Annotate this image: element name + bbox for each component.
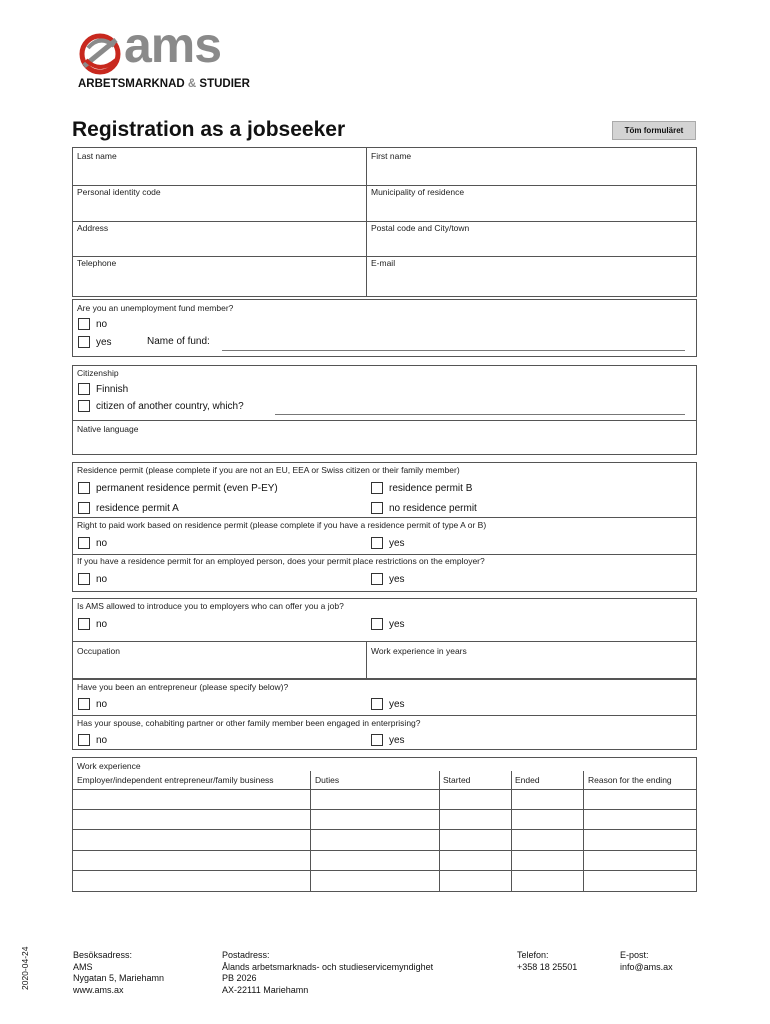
permit-b-option[interactable]: residence permit B <box>371 482 472 494</box>
introduce-question: Is AMS allowed to introduce you to employers who can offer you a job? <box>77 601 344 611</box>
rtw-no-checkbox[interactable] <box>78 537 90 549</box>
email-field[interactable]: E-mail <box>371 258 396 268</box>
postal-address: Postadress: Ålands arbetsmarknads- och studieservicemyndighet PB 2026 AX-22111 Mariehamn <box>222 950 434 995</box>
residence-label: Residence permit (please complete if you are not an EU, EEA or Swiss citizen or their family member) <box>77 465 460 475</box>
column-started: Started <box>443 775 471 785</box>
fund-name-label: Name of fund: <box>147 336 210 347</box>
citizenship-label: Citizenship <box>77 368 119 378</box>
rtw-no-option[interactable]: no <box>78 537 107 549</box>
column-reason: Reason for the ending <box>588 775 672 785</box>
address-field[interactable]: Address <box>77 223 109 233</box>
entrepreneur-no-checkbox[interactable] <box>78 698 90 710</box>
no-permit-option[interactable]: no residence permit <box>371 502 477 514</box>
form-date: 2020-04-24 <box>20 946 30 990</box>
spouse-yes-checkbox[interactable] <box>371 734 383 746</box>
email-info: E-post: info@ams.ax <box>620 950 673 972</box>
entrepreneur-yes-option[interactable]: yes <box>371 698 405 710</box>
identity-code-field[interactable]: Personal identity code <box>77 187 161 197</box>
fund-no-checkbox[interactable] <box>78 318 90 330</box>
personal-info-section <box>72 147 697 297</box>
other-country-input[interactable] <box>275 414 685 415</box>
permit-a-checkbox[interactable] <box>78 502 90 514</box>
occupation-field[interactable]: Occupation <box>77 646 120 656</box>
entrepreneur-question: Have you been an entrepreneur (please specify below)? <box>77 682 289 692</box>
permit-a-option[interactable]: residence permit A <box>78 502 179 514</box>
visit-address: Besöksadress: AMS Nygatan 5, Mariehamn www.ams.ax <box>73 950 165 995</box>
fund-no-option[interactable]: no <box>78 318 107 330</box>
citizenship-other-checkbox[interactable] <box>78 400 90 412</box>
fund-yes-option[interactable]: yes <box>78 336 112 348</box>
column-employer: Employer/independent entrepreneur/family business <box>77 775 274 785</box>
column-duties: Duties <box>315 775 340 785</box>
spouse-no-option[interactable]: no <box>78 734 107 746</box>
ams-logo <box>78 17 253 92</box>
restrictions-question: If you have a residence permit for an employed person, does your permit place restrictions on the employer? <box>77 556 485 566</box>
citizenship-other-option[interactable]: citizen of another country, which? <box>78 400 244 412</box>
introduce-no-option[interactable]: no <box>78 618 107 630</box>
spouse-yes-option[interactable]: yes <box>371 734 405 746</box>
table-row[interactable] <box>73 851 696 870</box>
spouse-question: Has your spouse, cohabiting partner or other family member been engaged in enterprising? <box>77 718 421 728</box>
fund-yes-checkbox[interactable] <box>78 336 90 348</box>
spouse-no-checkbox[interactable] <box>78 734 90 746</box>
no-permit-checkbox[interactable] <box>371 502 383 514</box>
telephone-field[interactable]: Telephone <box>77 258 117 268</box>
citizenship-finnish-checkbox[interactable] <box>78 383 90 395</box>
postal-code-field[interactable]: Postal code and City/town <box>371 223 470 233</box>
restrictions-yes-checkbox[interactable] <box>371 573 383 585</box>
municipality-field[interactable]: Municipality of residence <box>371 187 465 197</box>
table-row[interactable] <box>73 790 696 809</box>
entrepreneur-yes-checkbox[interactable] <box>371 698 383 710</box>
restrictions-no-option[interactable]: no <box>78 573 107 585</box>
phone-info: Telefon: +358 18 25501 <box>517 950 578 972</box>
permanent-permit-option[interactable]: permanent residence permit (even P-EY) <box>78 482 278 494</box>
rtw-yes-checkbox[interactable] <box>371 537 383 549</box>
clear-form-button[interactable]: Töm formuläret <box>612 121 696 140</box>
introduce-yes-checkbox[interactable] <box>371 618 383 630</box>
restrictions-no-checkbox[interactable] <box>78 573 90 585</box>
rtw-yes-option[interactable]: yes <box>371 537 405 549</box>
last-name-field[interactable]: Last name <box>77 151 117 161</box>
logo-subtitle: ARBETSMARKNAD & STUDIER <box>78 78 250 90</box>
logo-brand: ams <box>124 17 222 73</box>
fund-question: Are you an unemployment fund member? <box>77 303 234 313</box>
table-row[interactable] <box>73 871 696 891</box>
entrepreneur-no-option[interactable]: no <box>78 698 107 710</box>
fund-name-input[interactable] <box>222 350 685 351</box>
permit-b-checkbox[interactable] <box>371 482 383 494</box>
column-ended: Ended <box>515 775 540 785</box>
right-to-work-question: Right to paid work based on residence permit (please complete if you have a residence permit of type A or B) <box>77 520 487 530</box>
work-experience-label: Work experience <box>77 761 141 771</box>
table-row[interactable] <box>73 810 696 829</box>
permanent-permit-checkbox[interactable] <box>78 482 90 494</box>
experience-years-field[interactable]: Work experience in years <box>371 646 467 656</box>
native-language-field[interactable]: Native language <box>77 424 139 434</box>
restrictions-yes-option[interactable]: yes <box>371 573 405 585</box>
introduce-yes-option[interactable]: yes <box>371 618 405 630</box>
introduce-no-checkbox[interactable] <box>78 618 90 630</box>
first-name-field[interactable]: First name <box>371 151 412 161</box>
table-row[interactable] <box>73 830 696 850</box>
citizenship-finnish-option[interactable]: Finnish <box>78 383 128 395</box>
page-title: Registration as a jobseeker <box>72 118 346 141</box>
